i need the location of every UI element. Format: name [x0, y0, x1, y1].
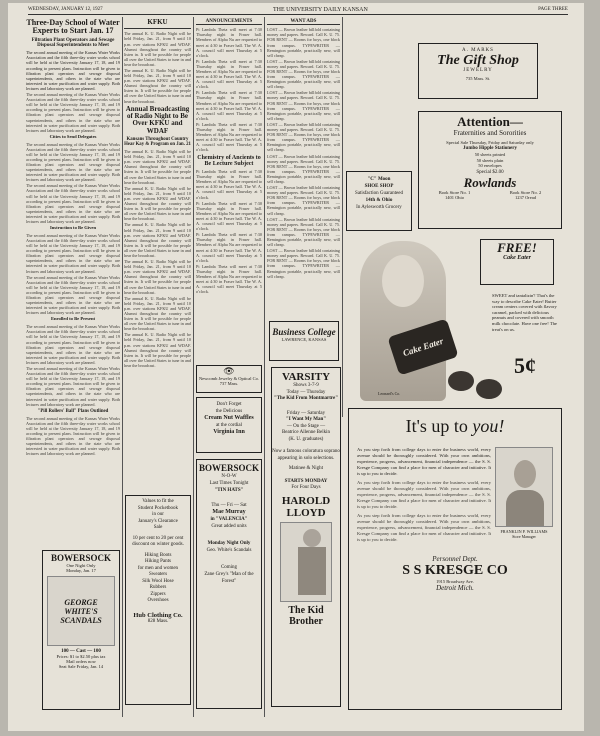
want-ad-text: LOST — Brown leather billfold containing money and papers. Reward. Call K. U. 75. FOR RENT — Rooms for boys, one block from campus. TYPEWRITER — Remington portable, practically new, will sell cheap.	[267, 27, 340, 58]
ad-line: Newcomb Jewelry & Optical Co.	[198, 376, 260, 381]
want-ads-heading: WANT ADS	[267, 19, 340, 25]
ad-line: Seat Sale Friday, Jan. 14	[58, 664, 104, 669]
ad-title: BOWERSOCK	[198, 463, 259, 473]
woman-illustration	[360, 241, 446, 401]
article-body: Pi Lambda Theta will meet at 7:30 Thursday night in Fraser hall. Members of Alpha Nu are requested to meet at 4:30 in Fraser hall. The W. A. A. council will meet Thursday at 5 o'clock.	[196, 200, 262, 232]
ad-line: 14th & Ohio	[365, 198, 393, 203]
headline-chemistry: Chemistry of Ancients to Be Lecture Subject	[197, 154, 261, 167]
scandals-illustration	[47, 576, 115, 646]
harold-lloyd-illustration	[280, 522, 332, 602]
want-ad-text: LOST — Brown leather billfold containing money and papers. Reward. Call K. U. 75. FOR RENT — Rooms for boys, one block from campus. TYPEWRITER — Remington portable, practically new, will sell cheap.	[267, 58, 340, 90]
headline-water-school: Three-Day School of Water Experts to Start Jan. 17	[26, 18, 120, 36]
ad-line: the Delicious	[215, 409, 243, 414]
ad-line: "I Want My Man"	[285, 417, 327, 422]
portrait-subcaption: Store Manager	[512, 534, 536, 539]
column-rule	[342, 17, 343, 417]
article-body: The annual K. U. Radio Night will be held Friday, Jan. 21, from 9 until 10 p.m. over stations KFKU and WDAF. Alumni throughout the country will listen in. It will be possible for people all over the United States to tune in and hear the broadcast.	[124, 332, 191, 368]
ad-virginia-inn	[196, 397, 262, 453]
face	[382, 255, 424, 307]
product-name: Cake Eater	[503, 255, 531, 261]
announcement-text: Pi Lambda Theta will meet at 7:30 Thursday night in Fraser hall. Members of Alpha Nu are requested to meet at 4:30 in Fraser hall. The W. A. A. council will meet Thursday at 5 o'clock.	[196, 58, 262, 90]
ad-line: LAWRENCE, KANSAS	[281, 337, 327, 342]
ad-line: Beatrice Allenne Belkin	[281, 430, 331, 435]
free-label: FREE!	[497, 240, 537, 255]
store-one: Book Store No. 1	[438, 189, 471, 195]
headline-radio: Annual Broadcasting of Radio Night to Be Over KFKU and WDAF	[125, 104, 190, 135]
article-body: The annual K. U. Radio Night will be held Friday, Jan. 21, from 9 until 10 p.m. over stations KFKU and WDAF. Alumni throughout the country will listen in. It will be possible for people all over the United States to tune in and hear the broadcast.	[124, 222, 191, 258]
announcement-text: Pi Lambda Theta will meet at 7:30 Thursday night in Fraser hall. Members of Alpha Nu are requested to meet at 4:30 in Fraser hall. The W. A. A. council will meet Thursday at 5 o'clock.	[196, 121, 262, 153]
ad-line: "C" Moon	[367, 177, 391, 182]
store-name: Hub Clothing Co.	[133, 611, 183, 619]
ad-line: 735 Mass. St.	[465, 76, 491, 81]
ad-kresge	[348, 408, 562, 710]
ad-line: Satisfaction Guaranteed	[355, 191, 403, 196]
ad-line: One Night Only	[66, 563, 96, 568]
ad-line: (K. U. graduates)	[288, 436, 324, 442]
want-ad-text: LOST — Brown leather billfold containing money and papers. Reward. Call K. U. 75. FOR RENT — Rooms for boys, one block from campus. TYPEWRITER — Remington portable, practically new, will sell cheap.	[267, 185, 340, 216]
ad-line: Jumbo Hipple Stationery	[463, 146, 517, 151]
column-rule	[193, 17, 194, 717]
ad-rowlands	[418, 111, 562, 229]
company-address: 1915 Broadway Ave.	[436, 579, 474, 584]
want-ad-text: LOST — Brown leather billfold containing money and papers. Reward. Call K. U. 75. FOR RENT — Rooms for boys, one block from campus. TYPEWRITER — Remington portable, practically new, will sell cheap.	[267, 90, 340, 121]
ad-line: Zippers	[150, 591, 166, 597]
article-body: The annual K. U. Radio Night will be held Friday, Jan. 21, from 9 until 10 p.m. over stations KFKU and WDAF. Alumni throughout the country will listen in. It will be possible for people all over the United States to tune in and hear the broadcast.	[124, 149, 191, 185]
announcements-heading: ANNOUNCEMENTS	[196, 19, 262, 25]
ad-line: Values to fit the	[142, 499, 174, 504]
section-cities: Cities to Send Delegates	[49, 133, 97, 139]
ad-line: For Four Days	[291, 485, 321, 490]
ad-line: Shows 3-7-9	[293, 383, 319, 388]
store-one-address: 1401 Ohio	[444, 195, 465, 200]
announcement-text: Pi Lambda Theta will meet at 7:30 Thursday night in Fraser hall. Members of Alpha Nu are requested to meet at 4:30 in Fraser hall. The W. A. A. council will meet Thursday at 5 o'clock.	[196, 90, 262, 121]
want-ad-text: LOST — Brown leather billfold containing money and papers. Reward. Call K. U. 75. FOR RENT — Rooms for boys, one block from campus. TYPEWRITER — Remington portable, practically new, will sell cheap.	[267, 248, 340, 279]
ad-line: 50 sheets plain	[476, 157, 504, 163]
show-name: GEORGE WHITE'S SCANDALS	[60, 597, 102, 625]
ad-line: at the cordial	[215, 423, 243, 428]
ad-line: N-O-W	[221, 474, 237, 479]
ad-line: Geo. White's Scandals	[206, 548, 252, 553]
column-rule	[264, 17, 265, 717]
ad-line: Zane Grey's "Man of the Forest"	[204, 572, 254, 584]
ad-line: Special Sale Thursday, Friday and Saturday only	[446, 140, 534, 145]
ad-line: January's Clearance	[138, 518, 178, 524]
ad-line: in our	[152, 512, 164, 517]
ad-optical	[196, 365, 262, 393]
article-body: Pi Lambda Theta will meet at 7:30 Thursday night in Fraser hall. Members of Alpha Nu are requested to meet at 4:30 in Fraser hall. The W. A. A. council will meet Thursday at 5 o'clock.	[196, 232, 262, 263]
ad-line: Virginia Inn	[213, 429, 245, 435]
ad-line: In Aylesworth Grocery	[356, 205, 402, 210]
free-coupon	[480, 239, 554, 285]
department: Personnel Dept.	[432, 555, 478, 563]
kresge-portrait	[495, 447, 553, 543]
ad-gift-shop	[418, 43, 538, 99]
ad-line: in "VALENCIA"	[210, 517, 248, 522]
column-radio	[124, 17, 191, 487]
ad-title: VARSITY	[281, 371, 331, 383]
ad-title: The Gift Shop	[437, 53, 519, 68]
ad-line: Monday, Jan. 17	[66, 568, 96, 573]
ad-cake-eater	[348, 235, 562, 403]
ad-line: Today — Thursday	[286, 389, 326, 395]
ad-line: Matinee & Night	[288, 466, 324, 471]
ad-line: Fraternities and Sororities	[453, 129, 527, 137]
ad-line: Now a famous coloratura soprano appearing in solo selections.	[272, 449, 340, 461]
ad-line: 50 sheets printed	[474, 152, 506, 157]
kresge-body	[357, 447, 495, 543]
article-body-cont: The second annual meeting of the Kansas Water Works Association and the fifth three-day water works school will be held at the University January 17, 18, and 19 according to present plans. Instruction will be given to filtration plant operators and sewage disposal superintendents, and others in the state who are interested in water purification and water supply. Both lectures and laboratory work are planned.	[26, 415, 120, 457]
store-two-address: 1237 Oread	[514, 195, 537, 200]
portrait-head	[514, 460, 536, 488]
candy-piece	[448, 371, 474, 391]
masthead-page: PAGE THREE	[538, 7, 568, 12]
article-body: Pi Lambda Theta will meet at 7:30 Thursday night in Fraser hall. Members of Alpha Nu are requested to meet at 4:30 in Fraser hall. The W. A. A. council will meet Thursday at 5 o'clock.	[196, 169, 262, 200]
ad-title: BOWERSOCK	[50, 553, 111, 563]
ad-line: Coming	[220, 565, 238, 570]
kresge-body-row	[357, 447, 553, 543]
article-body-cont: The second annual meeting of the Kansas Water Works Association and the fifth three-day water works school will be held at the University January 17, 18, and 19 according to present plans. Instruction will be given to filtration plant operators and sewage disposal superintendents, and others in the state who are interested in water purification and water supply. Both lectures and laboratory work are planned.	[26, 274, 120, 316]
article-body-cont: The second annual meeting of the Kansas Water Works Association and the fifth three-day water works school will be held at the University January 17, 18, and 19 according to present plans. Instruction will be given to filtration plant operators and sewage disposal superintendents, and others in the state who are interested in water purification and water supply. Both lectures and laboratory work are planned.	[26, 141, 120, 183]
ad-line: SHOE SHOP	[364, 184, 394, 189]
ad-line: Mail orders now	[66, 659, 96, 664]
ad-line: Mae Murray	[212, 509, 246, 515]
ad-line: Prices: $1 to $2.50 plus tax	[56, 654, 106, 659]
headline-text: It's up to	[405, 416, 468, 436]
ad-line: 10 per cent to 20 per cent discount on winter goods.	[132, 535, 184, 547]
ad-line: Overshoes	[147, 598, 169, 603]
ad-business-college	[269, 321, 339, 361]
section-enrolled: Enrolled to Be Present	[50, 316, 96, 322]
kfku-body: The annual K. U. Radio Night will be held Friday, Jan. 21, from 9 until 10 p.m. over stations KFKU and WDAF. Alumni throughout the country will listen in. It will be possible for people all over the United States to tune in and hear the broadcast.	[124, 31, 191, 67]
ad-hub-clothing	[125, 495, 191, 705]
kresge-headline	[357, 415, 553, 437]
candy-piece	[476, 379, 502, 399]
ad-bowersock-scandals	[42, 550, 120, 710]
body-text: As you step forth from college days to enter the business world, every avenue should be thoroughly considered. With your own ambitions, experience, progress, advancement, financial independence — the S. S. Kresge Company can find a place for men of character and initiative. It is up to you to decide.	[357, 447, 491, 476]
column-rule	[122, 17, 123, 717]
brand-logo: Rowlands	[463, 174, 517, 190]
ad-line: Sale	[153, 525, 163, 530]
ad-line: "TIN HATS"	[214, 488, 244, 493]
ad-line: "The Kid From Montmartre"	[273, 396, 339, 401]
company-city: Detroit Mich.	[436, 584, 474, 592]
portrait-photo	[495, 447, 553, 527]
product-blurb: SWEET and tantalizin'! That's the way to describe Cake Eater! Butter cream centers covered with flavory caramel, packed with delicious peanuts and covered with smooth milk chocolate. Have one free! The treat's on us.	[492, 293, 557, 332]
price: 5¢	[514, 353, 536, 378]
ad-line: Great added units	[211, 524, 247, 529]
ad-title: Attention—	[457, 114, 523, 129]
masthead-title: THE UNIVERSITY DAILY KANSAN	[273, 6, 368, 13]
ad-line: 737 Mass.	[219, 381, 239, 386]
ad-line: Friday — Saturday	[286, 410, 326, 416]
article-body-cont: The second annual meeting of the Kansas Water Works Association and the fifth three-day water works school will be held at the University January 17, 18, and 19 according to present plans. Instruction will be given to filtration plant operators and sewage disposal superintendents, and others in the state who are interested in water purification and water supply. Both lectures and laboratory work are planned.	[26, 183, 120, 224]
figure-body	[298, 547, 326, 595]
ad-line: Hiking Boots	[144, 552, 172, 558]
candy-bar-wrapper: Cake Eater	[387, 318, 458, 375]
section-instruction: Instruction to Be Given	[49, 225, 97, 231]
maker: Leonard's Co.	[378, 391, 401, 396]
article-body: The annual K. U. Radio Night will be held Friday, Jan. 21, from 9 until 10 p.m. over stations KFKU and WDAF. Alumni throughout the country will listen in. It will be possible for people all over the United States to tune in and hear the broadcast.	[124, 185, 191, 222]
ad-bowersock-tinhats	[196, 459, 262, 709]
ad-line: A. MARKS	[462, 48, 494, 53]
ad-varsity	[271, 367, 341, 707]
ad-line: Rubbers	[149, 585, 167, 590]
article-body: Pi Lambda Theta will meet at 7:30 Thursday night in Fraser hall. Members of Alpha Nu are requested to meet at 4:30 in Fraser hall. The W. A. A. council will meet Thursday at 5 o'clock.	[196, 263, 262, 295]
ad-line: Hiking Pants	[145, 559, 171, 564]
column-water-school	[26, 17, 120, 547]
article-body: The annual K. U. Radio Night will be held Friday, Jan. 21, from 9 until 10 p.m. over stations KFKU and WDAF. Alumni throughout the country will listen in. It will be possible for people all over the United States to tune in and hear the broadcast.	[124, 259, 191, 295]
newspaper-page	[8, 3, 584, 731]
headline-emphasis: you!	[472, 416, 505, 436]
ad-line: JEWELRY	[463, 68, 493, 73]
article-body-cont: The second annual meeting of the Kansas Water Works Association and the fifth three-day water works school will be held at the University January 17, 18, and 19 according to present plans. Instruction will be given to filtration plant operators and sewage disposal superintendents, and others in the state who are interested in water purification and water supply. Both lectures and laboratory work are planned.	[26, 365, 120, 407]
headline-pill-rollers: "Pill Rollers' Ball" Plans Outlined	[37, 408, 109, 414]
column-announcements	[196, 17, 262, 362]
store-two: Book Store No. 2	[509, 189, 542, 195]
want-ad-text: LOST — Brown leather billfold containing money and papers. Reward. Call K. U. 75. FOR RENT — Rooms for boys, one block from campus. TYPEWRITER — Remington portable, practically new, will sell cheap.	[267, 153, 340, 184]
article-body: The second annual meeting of the Kansas Water Works Association and the fifth three-day water works school will be held at the University January 17, 18, and 19 according to present plans. Instruction will be given to filtration plant operators and sewage disposal superintendents, and others in the state who are interested in water purification and water supply. Both lectures and laboratory work are planned.	[26, 50, 120, 91]
ad-line: for men and women	[137, 565, 179, 571]
article-body-cont: The second annual meeting of the Kansas Water Works Association and the fifth three-day water works school will be held at the University January 17, 18, and 19 according to present plans. Instruction will be given to filtration plant operators and sewage disposal superintendents, and others in the state who are interested in water purification and water supply. Both lectures and laboratory work are planned.	[26, 232, 120, 274]
kfku-body: The annual K. U. Radio Night will be held Friday, Jan. 21, from 9 until 10 p.m. over stations KFKU and WDAF. Alumni throughout the country will listen in. It will be possible for people all over the United States to tune in and hear the broadcast.	[124, 68, 191, 104]
body-text: As you step forth from college days to enter the business world, every avenue should be thoroughly considered. With your own ambitions, experience, progress, advancement, financial independence — the S. S. Kresge Company can find a place for men of character and initiative. It is up to you to decide.	[357, 513, 491, 542]
article-body: The annual K. U. Radio Night will be held Friday, Jan. 21, from 9 until 10 p.m. over stations KFKU and WDAF. Alumni throughout the country will listen in. It will be possible for people all over the United States to tune in and hear the broadcast.	[124, 295, 191, 332]
article-body-cont: The second annual meeting of the Kansas Water Works Association and the fifth three-day water works school will be held at the University January 17, 18, and 19 according to present plans. Instruction will be given to filtration plant operators and sewage disposal superintendents, and others in the state who are interested in water purification and water supply. Both lectures and laboratory work are planned.	[26, 92, 120, 133]
ad-line: 100 — Cast — 100	[61, 649, 101, 654]
ad-line: Don't Forget	[216, 402, 242, 407]
ad-line: Student Pocketbook	[137, 505, 179, 511]
masthead-date: WEDNESDAY, JANUARY 12, 1927	[28, 7, 103, 12]
column-want-ads	[267, 17, 340, 317]
film-title: The Kid Brother	[288, 604, 324, 627]
ad-line: Sweaters	[148, 572, 168, 577]
company-name: S S KRESGE CO	[402, 563, 508, 578]
figure-head	[303, 529, 321, 547]
portrait-caption: FRANKLIN P. WILLIAMS	[500, 529, 548, 534]
kresge-footer	[357, 555, 553, 592]
ad-line: Cream Nut Waffles	[204, 415, 254, 421]
subhead-radio: Kansans Throughout Country Hear Kay & Program on Jan. 21	[124, 137, 191, 148]
masthead	[28, 5, 568, 15]
ad-line: Silk Wool Hose	[142, 578, 174, 584]
ad-line: STARTS MONDAY	[284, 478, 328, 484]
subhead-water-school: Filtration Plant Operators and Sewage Disposal Superintendents to Meet	[31, 37, 115, 49]
ad-line: — On the Stage —	[286, 423, 326, 429]
ad-title: Business College	[272, 327, 336, 337]
kfku-heading: KFKU	[124, 19, 191, 29]
want-ad-text: LOST — Brown leather billfold containing money and papers. Reward. Call K. U. 75. FOR RENT — Rooms for boys, one block from campus. TYPEWRITER — Remington portable, practically new, will sell cheap.	[267, 216, 340, 248]
ad-line: 50 envelopes	[478, 163, 502, 168]
eye-icon: 👁	[223, 366, 235, 376]
announcement-text: Pi Lambda Theta will meet at 7:30 Thursday night in Fraser hall. Members of Alpha Nu are requested to meet at 4:30 in Fraser hall. The W. A. A. council will meet Thursday at 5 o'clock.	[196, 27, 262, 58]
article-body-cont: The second annual meeting of the Kansas Water Works Association and the fifth three-day water works school will be held at the University January 17, 18, and 19 according to present plans. Instruction will be given to filtration plant operators and sewage disposal superintendents, and others in the state who are interested in water purification and water supply. Both lectures and laboratory work are planned.	[26, 324, 120, 365]
want-ad-text: LOST — Brown leather billfold containing money and papers. Reward. Call K. U. 75. FOR RENT — Rooms for boys, one block from campus. TYPEWRITER — Remington portable, practically new, will sell cheap.	[267, 121, 340, 153]
ad-line: Monday Night Only	[207, 541, 251, 546]
body-text: As you step forth from college days to enter the business world, every avenue should be thoroughly considered. With your own ambitions, experience, progress, advancement, financial independence — the S. S. Kresge Company can find a place for men of character and initiative. It is up to you to decide.	[357, 480, 491, 509]
portrait-body	[506, 490, 544, 527]
star-name: HAROLD LLOYD	[281, 494, 331, 519]
store-locations	[419, 190, 561, 201]
ad-cmoon-shoe-shop	[346, 171, 412, 231]
store-address: 828 Mass.	[147, 619, 169, 624]
price: Special $2.00	[476, 169, 504, 175]
ad-line: Last Times Tonight	[209, 481, 249, 486]
ad-line: Thu — Fri — Sat	[211, 503, 247, 508]
